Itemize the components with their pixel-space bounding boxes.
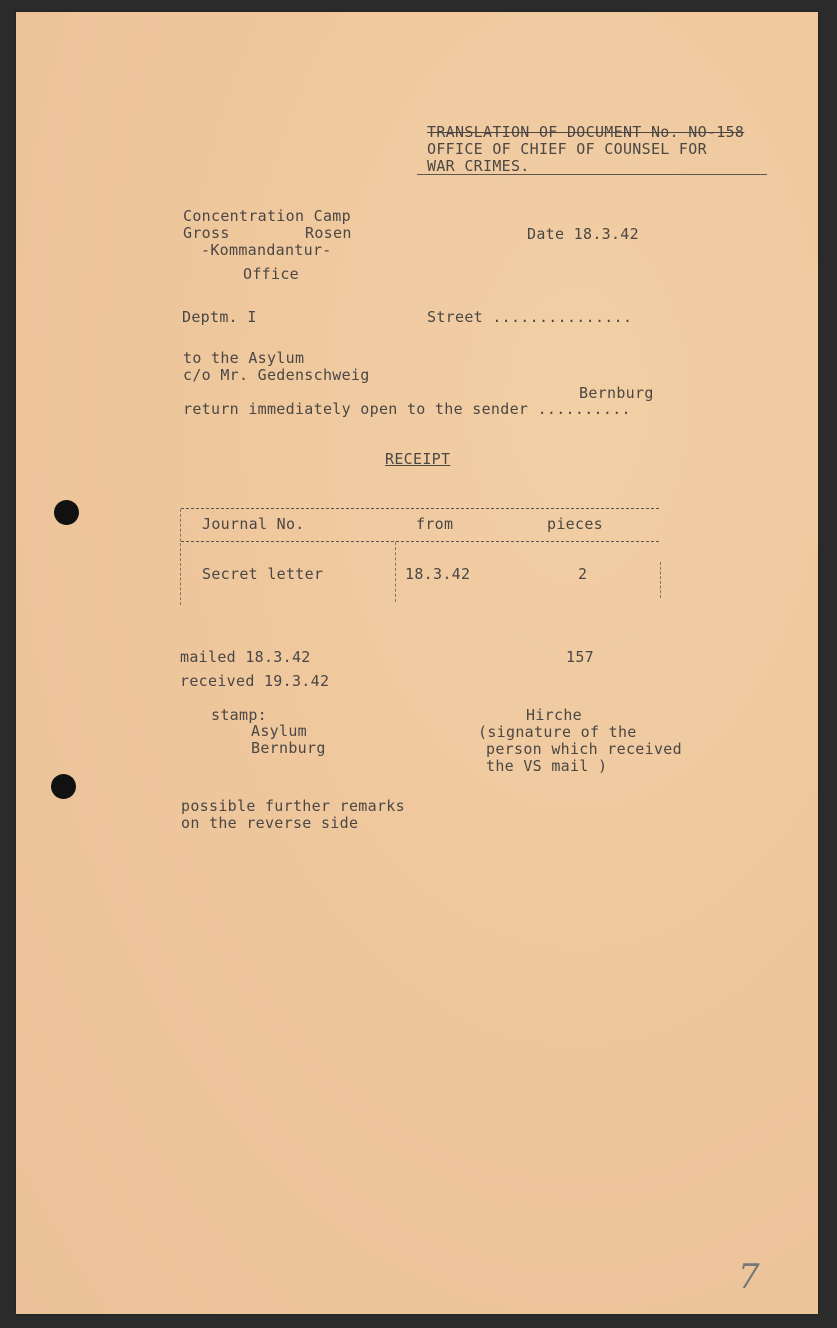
signature-note-1: (signature of the [478,723,637,741]
table-right-border [660,562,661,598]
table-header-pieces: pieces [547,515,603,533]
table-header-rule [181,541,659,542]
reference-number: 157 [566,648,594,666]
receipt-title: RECEIPT [385,450,451,468]
table-divider-1 [395,542,396,602]
recipient-city: Bernburg [579,384,654,402]
stamp-asylum: Asylum [251,722,307,740]
header-war-crimes: WAR CRIMES. [427,157,530,175]
stamp-label: stamp: [211,706,267,724]
table-cell-journal: Secret letter [202,565,324,583]
document-page [16,12,818,1314]
mailed-date: mailed 18.3.42 [180,648,311,666]
header-underline [417,174,767,175]
table-header-from: from [416,515,454,533]
return-instruction: return immediately open to the sender .......... [183,400,631,418]
table-left-border [180,509,181,605]
header-office: OFFICE OF CHIEF OF COUNSEL FOR [427,140,707,158]
sender-camp: Concentration Camp [183,207,351,225]
sender-kommandantur: -Kommandantur- [201,241,332,259]
signature-note-3: the VS mail ) [486,757,608,775]
table-cell-from: 18.3.42 [405,565,471,583]
signature-note-2: person which received [486,740,682,758]
remarks-line-2: on the reverse side [181,814,359,832]
recipient-asylum: to the Asylum [183,349,305,367]
punch-hole-bottom [51,774,76,799]
sender-rosen: Rosen [305,224,352,242]
remarks-line-1: possible further remarks [181,797,405,815]
sender-office: Office [243,265,299,283]
table-cell-pieces: 2 [578,565,588,583]
street: Street ............... [427,308,633,326]
department: Deptm. I [182,308,257,326]
received-date: received 19.3.42 [180,672,330,690]
sender-gross: Gross [183,224,230,242]
page-number: 7 [738,1257,760,1297]
document-date: Date 18.3.42 [527,225,639,243]
stamp-bernburg: Bernburg [251,739,326,757]
table-header-journal: Journal No. [202,515,305,533]
signature-name: Hirche [526,706,582,724]
table-top-rule [181,508,659,509]
header-document-number: TRANSLATION OF DOCUMENT No. NO-158 [427,123,745,141]
recipient-care-of: c/o Mr. Gedenschweig [183,366,370,384]
punch-hole-top [54,500,79,525]
